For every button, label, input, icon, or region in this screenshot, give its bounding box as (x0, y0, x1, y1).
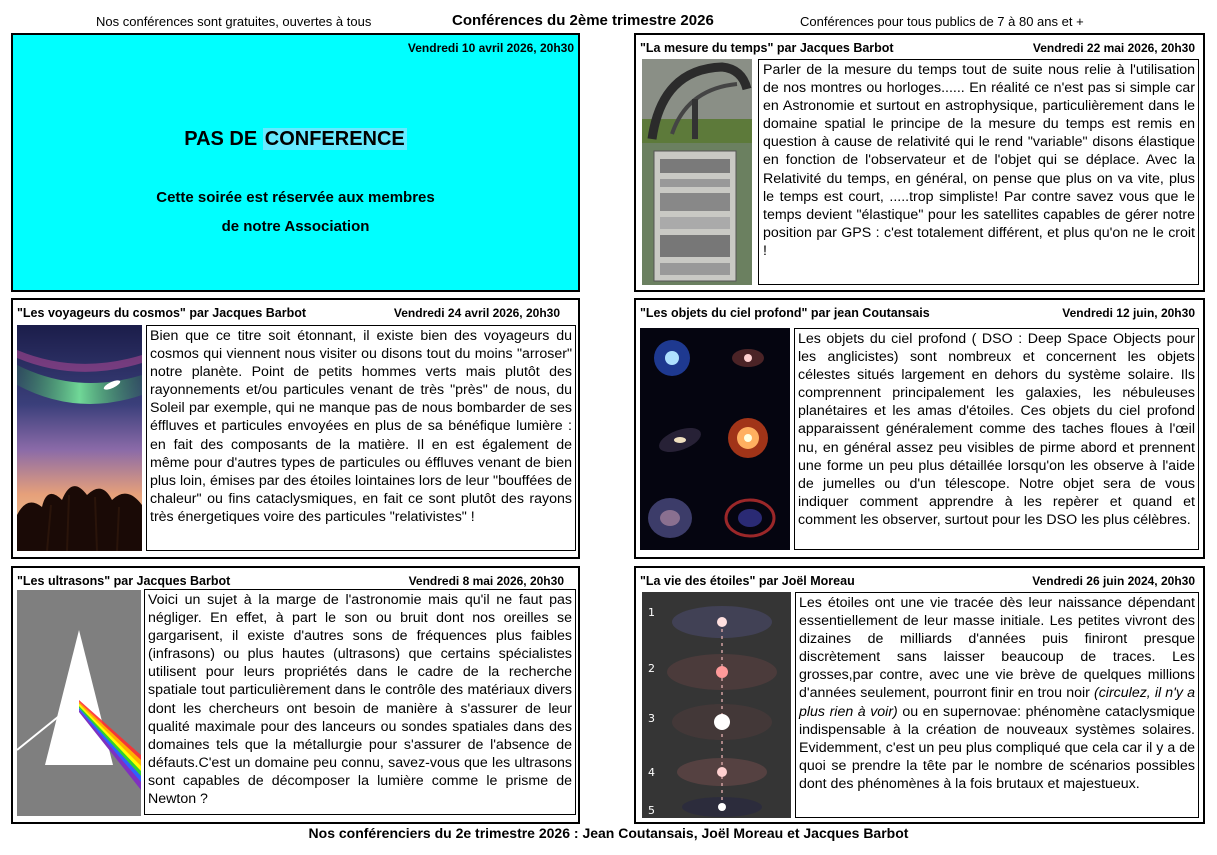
stage-1: 1 (648, 606, 655, 619)
panel-cosmic-travellers (11, 298, 580, 559)
panel-title: "Les objets du ciel profond" par jean Coutansais (640, 306, 930, 320)
panel-time-measurement (634, 33, 1205, 292)
description-part-b: ou en supernovae: phénomène cataclysmique indispensable à la création de nouveaux systèmes solaires. Evidemment, c'est un peu plus compliqué que cela car il y a de quoi se prendre la tête par le nombre de scénarios possibles dont des phénomènes à la fois brutaux et majestueux. (799, 703, 1195, 792)
panel-date: Vendredi 8 mai 2026, 20h30 (408, 574, 564, 588)
stage-4: 4 (648, 766, 655, 779)
panel-date: Vendredi 26 juin 2024, 20h30 (1032, 574, 1195, 588)
panel-description: Bien que ce titre soit étonnant, il existe bien des voyageurs du cosmos qui viennent nous visiter ou disons tout du moins "arroser" notre planète. Point de petits hommes verts mais plutôt des rayonnements et/ou particules venant de très "près" de nous, du Soleil par exemple, qui ne manque pas de nous bombarder de ses éffluves et particules envoyées en plus de sa bénéfique lumière : en fait des composants de la matière. Il en est également de même pour d'autres types de particules ou éffluves venant de bien plus loin, émises par des étoiles lointaines lors de leur "bouffées de chaleur" ou fins cataclysmiques, en fait ce sont plutôt des rayons très énergetiques voire des particules "relativistes" ! (146, 325, 576, 551)
panel-description (795, 592, 1199, 818)
stage-2: 2 (648, 662, 655, 675)
panel-date: Vendredi 12 juin, 20h30 (1062, 306, 1195, 320)
panel-title: "La vie des étoiles" par Joël Moreau (640, 574, 855, 588)
panel-life-of-stars (634, 566, 1205, 824)
prism-illustration (17, 590, 141, 816)
no-conference-headline (13, 128, 578, 151)
panel-description: Voici un sujet à la marge de l'astronomie mais qu'il ne faut pas négliger. En effet, à part le son ou bruit dont nos oreilles se gargarisent, il existe d'autres sons de fréquences plus faibles (infrasons) ou plus hautes (ultrasons) que certains spécialistes utilisent pour leurs propriétés dans le cadre de la recherche spatiale tout particulièrement dans le contrôle des matériaux divers dont les chercheurs ont besoin de manière à s'assurer de leur qualité maximale pour des lanceurs ou sondes spatiales dans des domaines tels que la métallurgie pour s'assurer de l'absence de défauts.C'est un domaine peu connu, savez-vous que les ultrasons sont capables de décomposer la lumière comme le prisme de Newton ? (144, 589, 576, 815)
panel-description: Les objets du ciel profond ( DSO : Deep Space Objects pour les anglicistes) sont nombreux et concernent les objets célestes situés largement en dehors du système solaire. Ils comprennent principalement les galaxies, les nébuleuses planétaires et les amas d'étoiles. Ces objets du ciel profond apparaissent généralement comme des taches floues à l'œil nu, en général assez peu visibles de pirme abord et prennent une forme un peu plus détaillée lorsqu'on les observe à l'aide de jumelles ou d'un télescope. Notre objet sera de vous indiquer comment apprendre à les repèrer et quand et comment les observer, surtout pour les DSO les plus célèbres. (794, 328, 1199, 550)
stellar-evolution-diagram (642, 592, 791, 818)
panel-date: Vendredi 10 avril 2026, 20h30 (407, 41, 574, 55)
stage-3: 3 (648, 712, 655, 725)
panel-title: "La mesure du temps" par Jacques Barbot (640, 41, 894, 55)
deep-sky-objects-mosaic (640, 328, 790, 550)
clock-photo (642, 59, 752, 285)
panel-date: Vendredi 24 avril 2026, 20h30 (393, 306, 560, 320)
headline-part-a: PAS DE (184, 128, 263, 150)
description-italic-aside: (circulez, il n'y a plus rien à voir) (799, 685, 1195, 720)
panel-title: "Les ultrasons" par Jacques Barbot (17, 574, 231, 588)
members-note-line-2: de notre Association (221, 218, 370, 235)
panel-deep-sky-objects (634, 298, 1205, 559)
members-note-line-1: Cette soirée est réservée aux membres (156, 189, 435, 206)
headline-part-b: CONFERENCE (264, 128, 405, 150)
header-audience-note: Conférences pour tous publics de 7 à 80 ans et + (800, 14, 1084, 29)
panel-no-conference (11, 33, 580, 292)
stage-5: 5 (648, 804, 655, 817)
page-title: Conférences du 2ème trimestre 2026 (452, 12, 714, 29)
aurora-photo (17, 325, 142, 551)
panel-title: "Les voyageurs du cosmos" par Jacques Barbot (17, 306, 307, 320)
panel-ultrasound (11, 566, 580, 824)
speakers-footer: Nos conférenciers du 2e trimestre 2026 : Jean Coutansais, Joël Moreau et Jacques Barbot (308, 825, 909, 841)
header-free-note: Nos conférences sont gratuites, ouvertes à tous (96, 14, 372, 29)
panel-description: Parler de la mesure du temps tout de suite nous relie à l'utilisation de nos montres ou horloges...... En réalité ce n'est pas si simple car en Astronomie et surtout en astrophysique, particulièrement dans le domaine spatial le principe de la mesure du temps est remis en question à cause de relativité qui le rend "variable" disons élastique en fonction de l'observateur et de l'objet qui se déplace. Avec la Relativité du temps, en général, on pense que plus on va vite, plus le temps est court, .....trop simpliste! Par contre savez vous que le temps devient "élastique" pour les satellites capables de gérer notre position par GPS : c'est totalement différent, et plus qu'on ne le croit ! (758, 59, 1199, 285)
panel-date: Vendredi 22 mai 2026, 20h30 (1032, 41, 1195, 55)
description-part-a: Les étoiles ont une vie tracée dès leur naissance dépendant essentiellement de leur masse initiale. Les petites vivront des dizaines de milliards d'années puis finiront presque discrètement sans laisser beaucoup de traces. Les grosses,par contre, avec une vie brève de quelques millions d'années seulement, pourront finir en trou noir (799, 595, 1195, 702)
